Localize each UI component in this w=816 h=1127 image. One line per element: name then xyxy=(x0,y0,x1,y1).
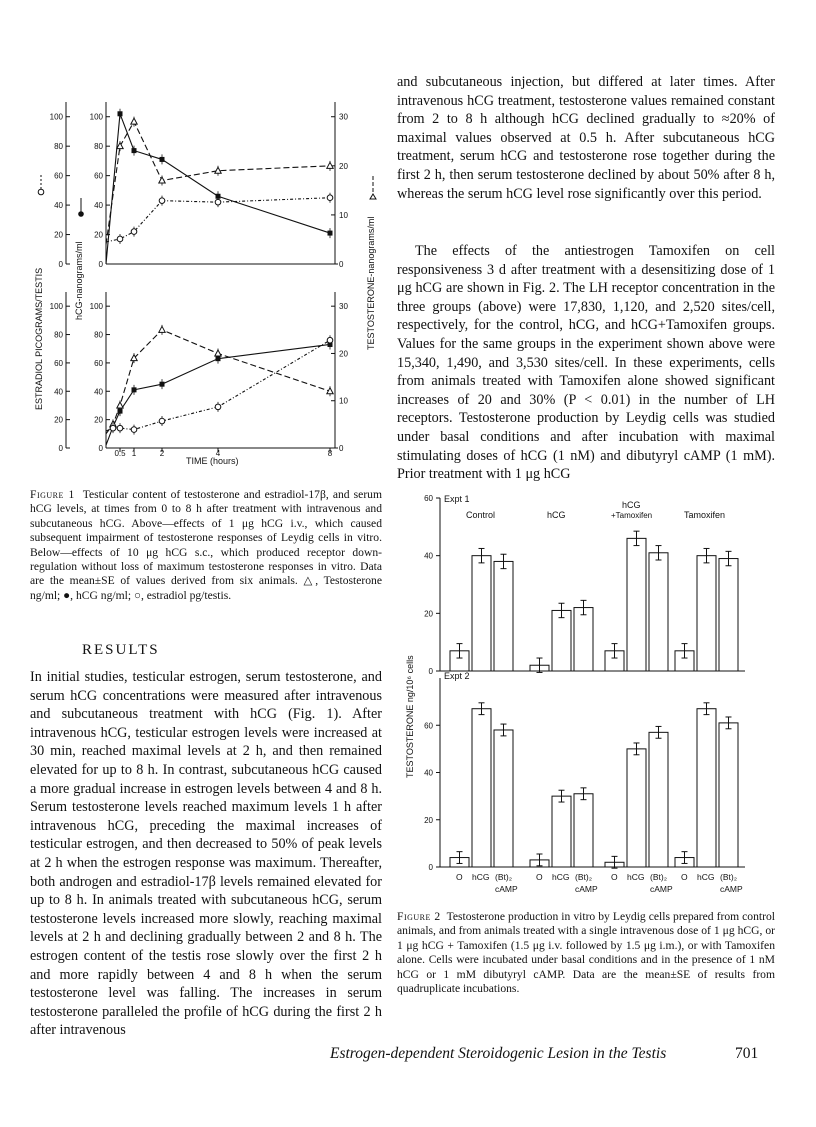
fig1-top-ytick-left-label: 40 xyxy=(54,201,63,211)
fig1-top-point-hcg xyxy=(118,111,123,116)
running-footer: Estrogen-dependent Steroidogenic Lesion in the Testis xyxy=(330,1045,667,1062)
fig1-top-ytick-mid-label: 0 xyxy=(98,260,103,269)
fig1-top-series-line xyxy=(106,114,330,264)
fig1-top-ytick-left-label: 0 xyxy=(58,260,63,269)
fig2-xcat-camp: cAMP xyxy=(495,884,518,894)
fig1-bottom-ytick-mid-label: 60 xyxy=(94,358,103,368)
fig1-xtick-label: 4 xyxy=(215,449,221,458)
fig1-top-point-hcg xyxy=(328,231,333,236)
fig1-ylabel-mid: hCG-nanograms/ml xyxy=(74,241,84,320)
fig2-xcat-hcg: hCG xyxy=(697,872,715,882)
fig2-expt1-label: Expt 1 xyxy=(444,494,470,504)
fig1-bottom-ytick-right-label: 10 xyxy=(339,396,348,406)
fig2-xcat-o: O xyxy=(536,872,543,882)
fig2-x-categories xyxy=(456,872,743,894)
fig1-top-point-estradiol xyxy=(327,195,333,201)
fig1-bottom-ytick-mid-label: 40 xyxy=(94,387,103,397)
fig1-top-point-estradiol xyxy=(159,198,165,204)
results-heading: RESULTS xyxy=(82,642,160,658)
fig2-xcat-bt: (Bt)₂ xyxy=(720,872,737,882)
fig2-xcat-o: O xyxy=(456,872,463,882)
fig1-top-point-testosterone xyxy=(131,118,137,124)
fig1-bottom-point-estradiol xyxy=(110,425,116,431)
fig2-xcat-camp: cAMP xyxy=(575,884,598,894)
fig1-top-point-testosterone xyxy=(327,162,333,168)
fig2-expt2-bar xyxy=(472,709,491,867)
fig1-top-series-line xyxy=(106,122,330,245)
fig1-top-ytick-left-label: 60 xyxy=(54,171,63,181)
fig1-bottom-ytick-mid-label: 20 xyxy=(94,415,103,425)
fig1-top-ytick-right-label: 30 xyxy=(339,112,348,122)
fig1-bottom-point-hcg xyxy=(132,387,137,392)
fig1-bottom-ytick-left-label: 0 xyxy=(58,444,63,453)
fig1-top-point-hcg xyxy=(160,157,165,162)
fig1-top-ytick-mid-label: 80 xyxy=(94,142,103,152)
fig1-top-ytick-left-label: 100 xyxy=(49,112,63,122)
fig1-bottom-point-testosterone xyxy=(117,402,123,408)
fig1-bottom-series-line xyxy=(106,330,330,434)
fig2-group-hcg: hCG xyxy=(547,510,566,520)
page-number: 701 xyxy=(735,1045,759,1062)
fig1-bottom-point-hcg xyxy=(160,382,165,387)
fig1-top-panel xyxy=(50,102,349,269)
fig2-expt1-bar xyxy=(649,553,668,671)
fig2-expt1-ytick-label: 40 xyxy=(424,551,433,561)
fig1-bottom-point-estradiol xyxy=(117,425,123,431)
fig2-xcat-camp: cAMP xyxy=(650,884,673,894)
fig1-top-ytick-right-label: 20 xyxy=(339,161,348,171)
fig2-xcat-o: O xyxy=(681,872,688,882)
fig1-xtick-label: 0.5 xyxy=(114,449,126,458)
fig2-expt2-bar xyxy=(574,794,593,867)
fig2-group-hcgtam-1: hCG xyxy=(622,500,641,510)
fig1-top-ytick-right-label: 10 xyxy=(339,210,348,220)
fig1-bottom-ytick-right-label: 30 xyxy=(339,302,348,312)
fig1-bottom-point-estradiol xyxy=(215,404,221,410)
fig1-bottom-ytick-left-label: 20 xyxy=(54,415,63,425)
fig2-expt1-bar xyxy=(627,538,646,671)
figure-1 xyxy=(30,80,400,480)
fig2-group-control: Control xyxy=(466,510,496,520)
fig1-bottom-ytick-mid-label: 0 xyxy=(98,444,103,453)
fig2-xcat-bt: (Bt)₂ xyxy=(650,872,667,882)
figure1-caption-label: Figure 1 xyxy=(30,488,75,501)
fig1-xtick-label: 8 xyxy=(327,449,333,458)
fig1-bottom-point-estradiol xyxy=(327,337,333,343)
fig1-bottom-ytick-right-label: 0 xyxy=(339,444,344,453)
fig2-expt1-ytick-label: 20 xyxy=(424,609,433,619)
fig1-top-ytick-mid-label: 20 xyxy=(94,230,103,240)
fig2-expt1-ytick-label: 60 xyxy=(424,494,433,503)
fig1-bottom-ytick-left-label: 100 xyxy=(49,302,63,312)
fig2-expt1-bar xyxy=(574,608,593,671)
figure1-caption-text: Testicular content of testosterone and estradiol-17β, and serum hCG levels, at times from 0 to 8 h after treatment with intravenous and subcutaneous hCG. Above—effects of 1 μg hCG i.v., which caused subsequent impairment of testosterone responses of Leydig cells in vitro. Below—effects of 10 μg hCG s.c., which produced receptor down-regulation without loss of maximum testosterone responses in vitro. Data are the mean±SE of values derived from six animals. △, Testosterone ng/ml; ●, hCG ng/ml; ○, estradiol pg/testis. xyxy=(30,488,382,602)
fig1-top-ytick-left-label: 20 xyxy=(54,230,63,240)
fig2-xcat-hcg: hCG xyxy=(627,872,645,882)
fig2-xcat-bt: (Bt)₂ xyxy=(575,872,592,882)
fig2-expt2-bar xyxy=(649,732,668,867)
fig1-top-ytick-right-label: 0 xyxy=(339,260,344,269)
fig2-expt1-bar xyxy=(719,559,738,671)
fig2-expt1-ytick-label: 0 xyxy=(428,667,433,676)
fig1-top-point-hcg xyxy=(132,148,137,153)
fig1-bottom-panel xyxy=(50,292,349,453)
fig2-expt2-bar xyxy=(719,723,738,867)
fig1-top-ytick-mid-label: 60 xyxy=(94,171,103,181)
fig2-expt2-bar xyxy=(494,730,513,867)
fig1-top-ytick-left-label: 80 xyxy=(54,142,63,152)
fig1-xtick-label: 2 xyxy=(159,449,165,458)
fig1-bottom-point-estradiol xyxy=(131,427,137,433)
fig2-group-tamoxifen: Tamoxifen xyxy=(684,510,726,520)
right-column-p2: The effects of the antiestrogen Tamoxifen on cell responsiveness 3 d after treatment with a desensitizing dose of 1 μg hCG are shown in Fig. 2. The LH receptor concentration in the three groups (above) were 17,830, 1,120, and 2,520 sites/cell, respectively, for the control, hCG, and hCG+Tamoxifen groups. Values for the same groups in the experiment shown above were 15,340, 1,490, and 3,530 sites/cell. In these experiments, cells from animals treated with Tamoxifen alone showed significant increases of 20 and 30% (P < 0.01) in the number of LH receptors. Testosterone production by Leydig cells was studied under basal conditions and after incubation with maximal stimulating doses of hCG (1 nM) and dibutyryl cAMP (1 mM). Prior treatment with 1 μg hCG xyxy=(397,243,775,483)
fig1-bottom-ytick-right-label: 20 xyxy=(339,349,348,359)
fig1-top-point-estradiol xyxy=(131,229,137,235)
figure2-caption-text: Testosterone production in vitro by Leydig cells prepared from control animals, and from animals treated with a single intravenous dose of 1 μg hCG, or 1 μg hCG + Tamoxifen (1.5 μg i.v. followed by 1.5 μg i.m.), or with Tamoxifen alone. Cells were incubated under basal conditions and in the presence of 1 nM hCG or 1 mM dibutyryl cAMP. Data are the mean±SE of results from quadruplicate incubations. xyxy=(397,910,776,996)
fig1-top-ytick-mid-label: 100 xyxy=(89,112,103,122)
fig1-bottom-ytick-left-label: 40 xyxy=(54,387,63,397)
results-text: In initial studies, testicular estrogen, serum testosterone, and serum hCG concentrations were measured after intravenous and subcutaneous treatment with hCG (Fig. 1). After intravenous hCG, testicular estrogen levels were increased at 30 min, reached maximal levels at 2 h, and then remained elevated for up to 8 h. In contrast, subcutaneous hCG caused a more gradual increase in estrogen levels between 4 and 8 h. Serum testosterone levels reached maximum levels 1 h after intravenous hCG, preceding the maximal increases of testicular estrogen, and then decreased to 50% of peak levels at 2 h when the estrogen response was maximum. Thereafter, both androgen and estradiol-17β levels remained elevated for up to 8 h. In animals treated with subcutaneous hCG, serum testosterone levels increased more slowly, reaching maximal levels at 2 h and declining gradually between 2 and 8 h. The estrogen content of the testis rose slowly over the first 2 h and more rapidly between 4 and 8 h when the serum testosterone level was falling. The increases in serum testosterone paralleled the profile of hCG during the first 2 h after intravenous xyxy=(30,669,382,1039)
fig2-xcat-bt: (Bt)₂ xyxy=(495,872,512,882)
right-column-top: and subcutaneous injection, but differed at later times. After intravenous hCG treatment, testosterone values remained constant from 2 to 8 h although hCG declined gradually to ≈20% of maximal values observed at 0.5 h. After subcutaneous hCG treatment, serum hCG and testosterone rose together during the first 2 h, then serum testosterone declined by about 50% after 8 h, whereas the serum hCG level rose significantly over this period. xyxy=(397,74,775,202)
fig2-expt2-panel xyxy=(424,678,745,872)
fig1-ylabel-left: ESTRADIOL PICOGRAMS/TESTIS xyxy=(34,267,44,410)
fig2-group-hcgtam-2: +Tamoxifen xyxy=(611,511,653,520)
fig1-bottom-ytick-mid-label: 80 xyxy=(94,330,103,340)
fig1-bottom-ytick-mid-label: 100 xyxy=(89,302,103,312)
fig2-expt1-panel xyxy=(424,494,745,676)
fig2-expt2-bar xyxy=(697,709,716,867)
fig2-expt1-bar xyxy=(494,561,513,671)
fig1-ylabel-right: TESTOSTERONE-nanograms/ml xyxy=(366,216,376,350)
fig2-expt2-bar xyxy=(627,749,646,867)
fig2-ylabel: TESTOSTERONE ng/10⁶ cells xyxy=(405,655,415,778)
fig2-expt2-ytick-label: 40 xyxy=(424,768,433,778)
fig2-expt2-bar xyxy=(552,796,571,867)
fig2-xcat-camp: cAMP xyxy=(720,884,743,894)
fig1-xtick-label: 1 xyxy=(131,449,137,458)
fig1-top-ytick-mid-label: 40 xyxy=(94,201,103,211)
fig1-bottom-point-testosterone xyxy=(215,350,221,356)
figure-2 xyxy=(400,488,760,900)
fig2-xcat-hcg: hCG xyxy=(472,872,490,882)
fig1-bottom-point-estradiol xyxy=(159,418,165,424)
figure2-caption xyxy=(397,910,775,996)
fig2-expt2-label: Expt 2 xyxy=(444,671,470,681)
fig1-bottom-ytick-left-label: 80 xyxy=(54,330,63,340)
fig2-xcat-o: O xyxy=(611,872,618,882)
fig2-expt2-ytick-label: 60 xyxy=(424,721,433,731)
fig1-bottom-ytick-left-label: 60 xyxy=(54,358,63,368)
fig1-top-point-estradiol xyxy=(117,236,123,242)
fig1-bottom-point-testosterone xyxy=(159,326,165,332)
fig2-expt1-bar xyxy=(552,610,571,671)
figure2-caption-label: Figure 2 xyxy=(397,910,441,923)
fig2-expt1-bar xyxy=(697,556,716,671)
fig1-xlabel: TIME (hours) xyxy=(186,456,239,466)
figure1-caption xyxy=(30,488,382,603)
fig2-expt1-bar xyxy=(472,556,491,671)
fig1-top-point-estradiol xyxy=(215,199,221,205)
fig1-top-point-testosterone xyxy=(215,167,221,173)
fig2-expt2-ytick-label: 0 xyxy=(428,863,433,872)
fig2-expt2-ytick-label: 20 xyxy=(424,815,433,825)
fig2-xcat-hcg: hCG xyxy=(552,872,570,882)
